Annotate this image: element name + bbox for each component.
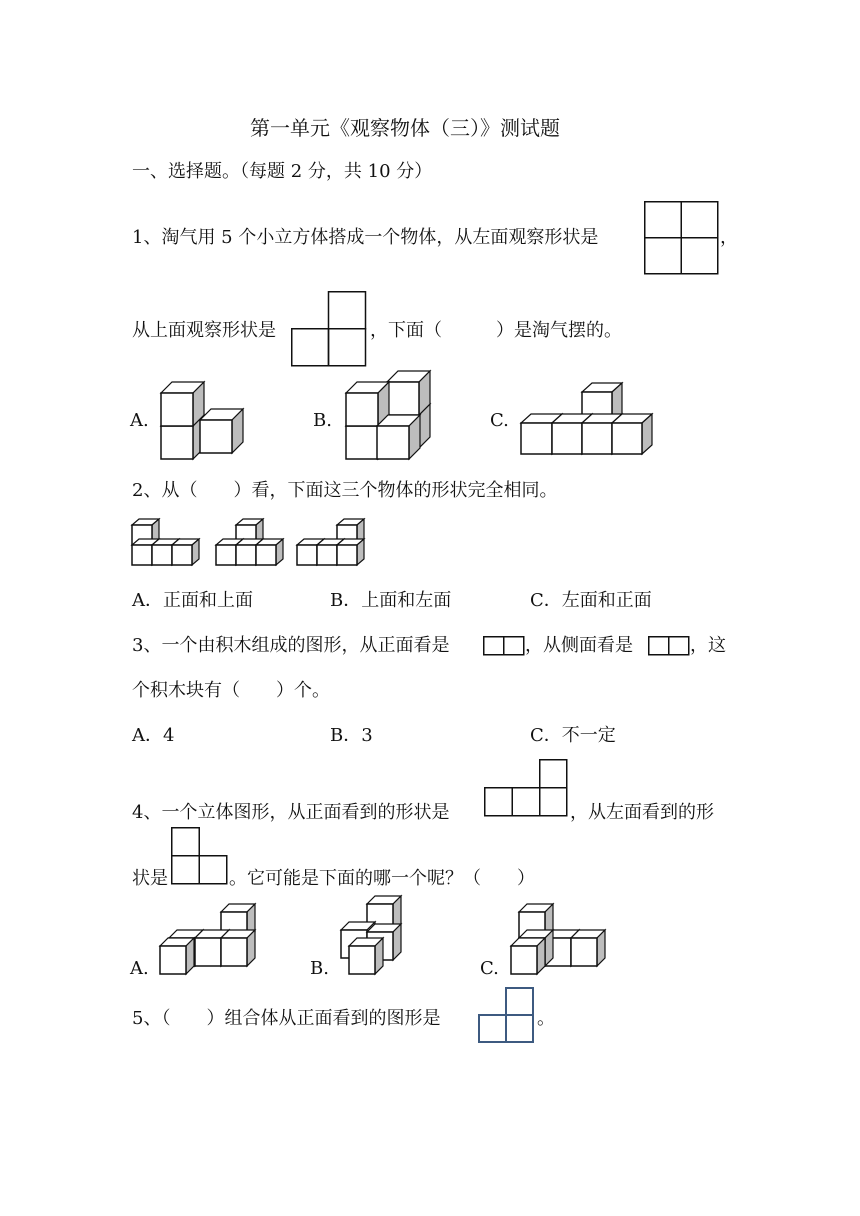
q4-option-c-cubes: [505, 898, 615, 978]
q3-text-line1c: ，这: [690, 635, 726, 656]
q4-front-view-grid: [484, 759, 568, 817]
q3-text-line1a: 3、一个由积木组成的图形，从正面看是: [132, 635, 450, 656]
q5-text: 5、（ ）组合体从正面看到的图形是: [132, 1008, 441, 1029]
q4-text-line1b: ，从左面看到的形: [570, 802, 714, 823]
q4-option-c-label: C.: [480, 958, 499, 979]
q3-front-view-grid: [483, 636, 525, 656]
q4-option-a-cubes: [155, 898, 265, 978]
q2-option-c: C．左面和正面: [530, 590, 652, 611]
q3-text-line1b: ，从侧面看是: [525, 635, 633, 656]
q4-option-b-cubes: [335, 890, 415, 978]
q3-text-line2: 个积木块有（ ）个。: [132, 680, 330, 701]
q2-option-b: B．上面和左面: [330, 590, 452, 611]
q4-left-view-grid: [171, 827, 229, 885]
q1-text-line2b: ，下面（ ）是淘气摆的。: [370, 320, 622, 341]
q1-option-c-cubes: [515, 378, 665, 463]
q2-figure-1: [128, 515, 203, 570]
q2-text: 2、从（ ）看，下面这三个物体的形状完全相同。: [132, 480, 558, 501]
q1-left-view-grid: [644, 201, 720, 275]
q1-option-a-label: A.: [130, 410, 149, 431]
q3-option-c: C．不一定: [530, 725, 616, 746]
q1-text-line2a: 从上面观察形状是: [132, 320, 276, 341]
q2-figure-3: [293, 515, 368, 570]
q5-front-view-grid: [478, 987, 535, 1043]
q1-comma: ，: [720, 227, 738, 248]
q2-figure-2: [212, 515, 287, 570]
q3-option-b: B．3: [330, 725, 373, 746]
q1-option-b-label: B.: [313, 410, 332, 431]
q5-period: 。: [537, 1008, 555, 1029]
q2-option-a: A．正面和上面: [132, 590, 253, 611]
q1-option-c-label: C.: [490, 410, 509, 431]
q1-top-view-grid: [291, 291, 368, 367]
q3-option-a: A．4: [132, 725, 175, 746]
q1-text-line1: 1、淘气用 5 个小立方体搭成一个物体，从左面观察形状是: [132, 227, 599, 248]
q4-text-line1a: 4、一个立体图形，从正面看到的形状是: [132, 802, 450, 823]
q1-option-a-cubes: [155, 370, 250, 465]
q4-option-a-label: A.: [130, 958, 149, 979]
q3-side-view-grid: [648, 636, 690, 656]
q4-option-b-label: B.: [310, 958, 329, 979]
section-heading: 一、选择题。（每题 2 分，共 10 分）: [132, 161, 433, 182]
q1-option-b-cubes: [340, 370, 435, 465]
q4-text-line2a: 状是: [132, 868, 168, 889]
page-title: 第一单元《观察物体（三）》测试题: [250, 116, 560, 140]
q4-text-line2b: 。它可能是下面的哪一个呢？（ ）: [229, 868, 535, 889]
